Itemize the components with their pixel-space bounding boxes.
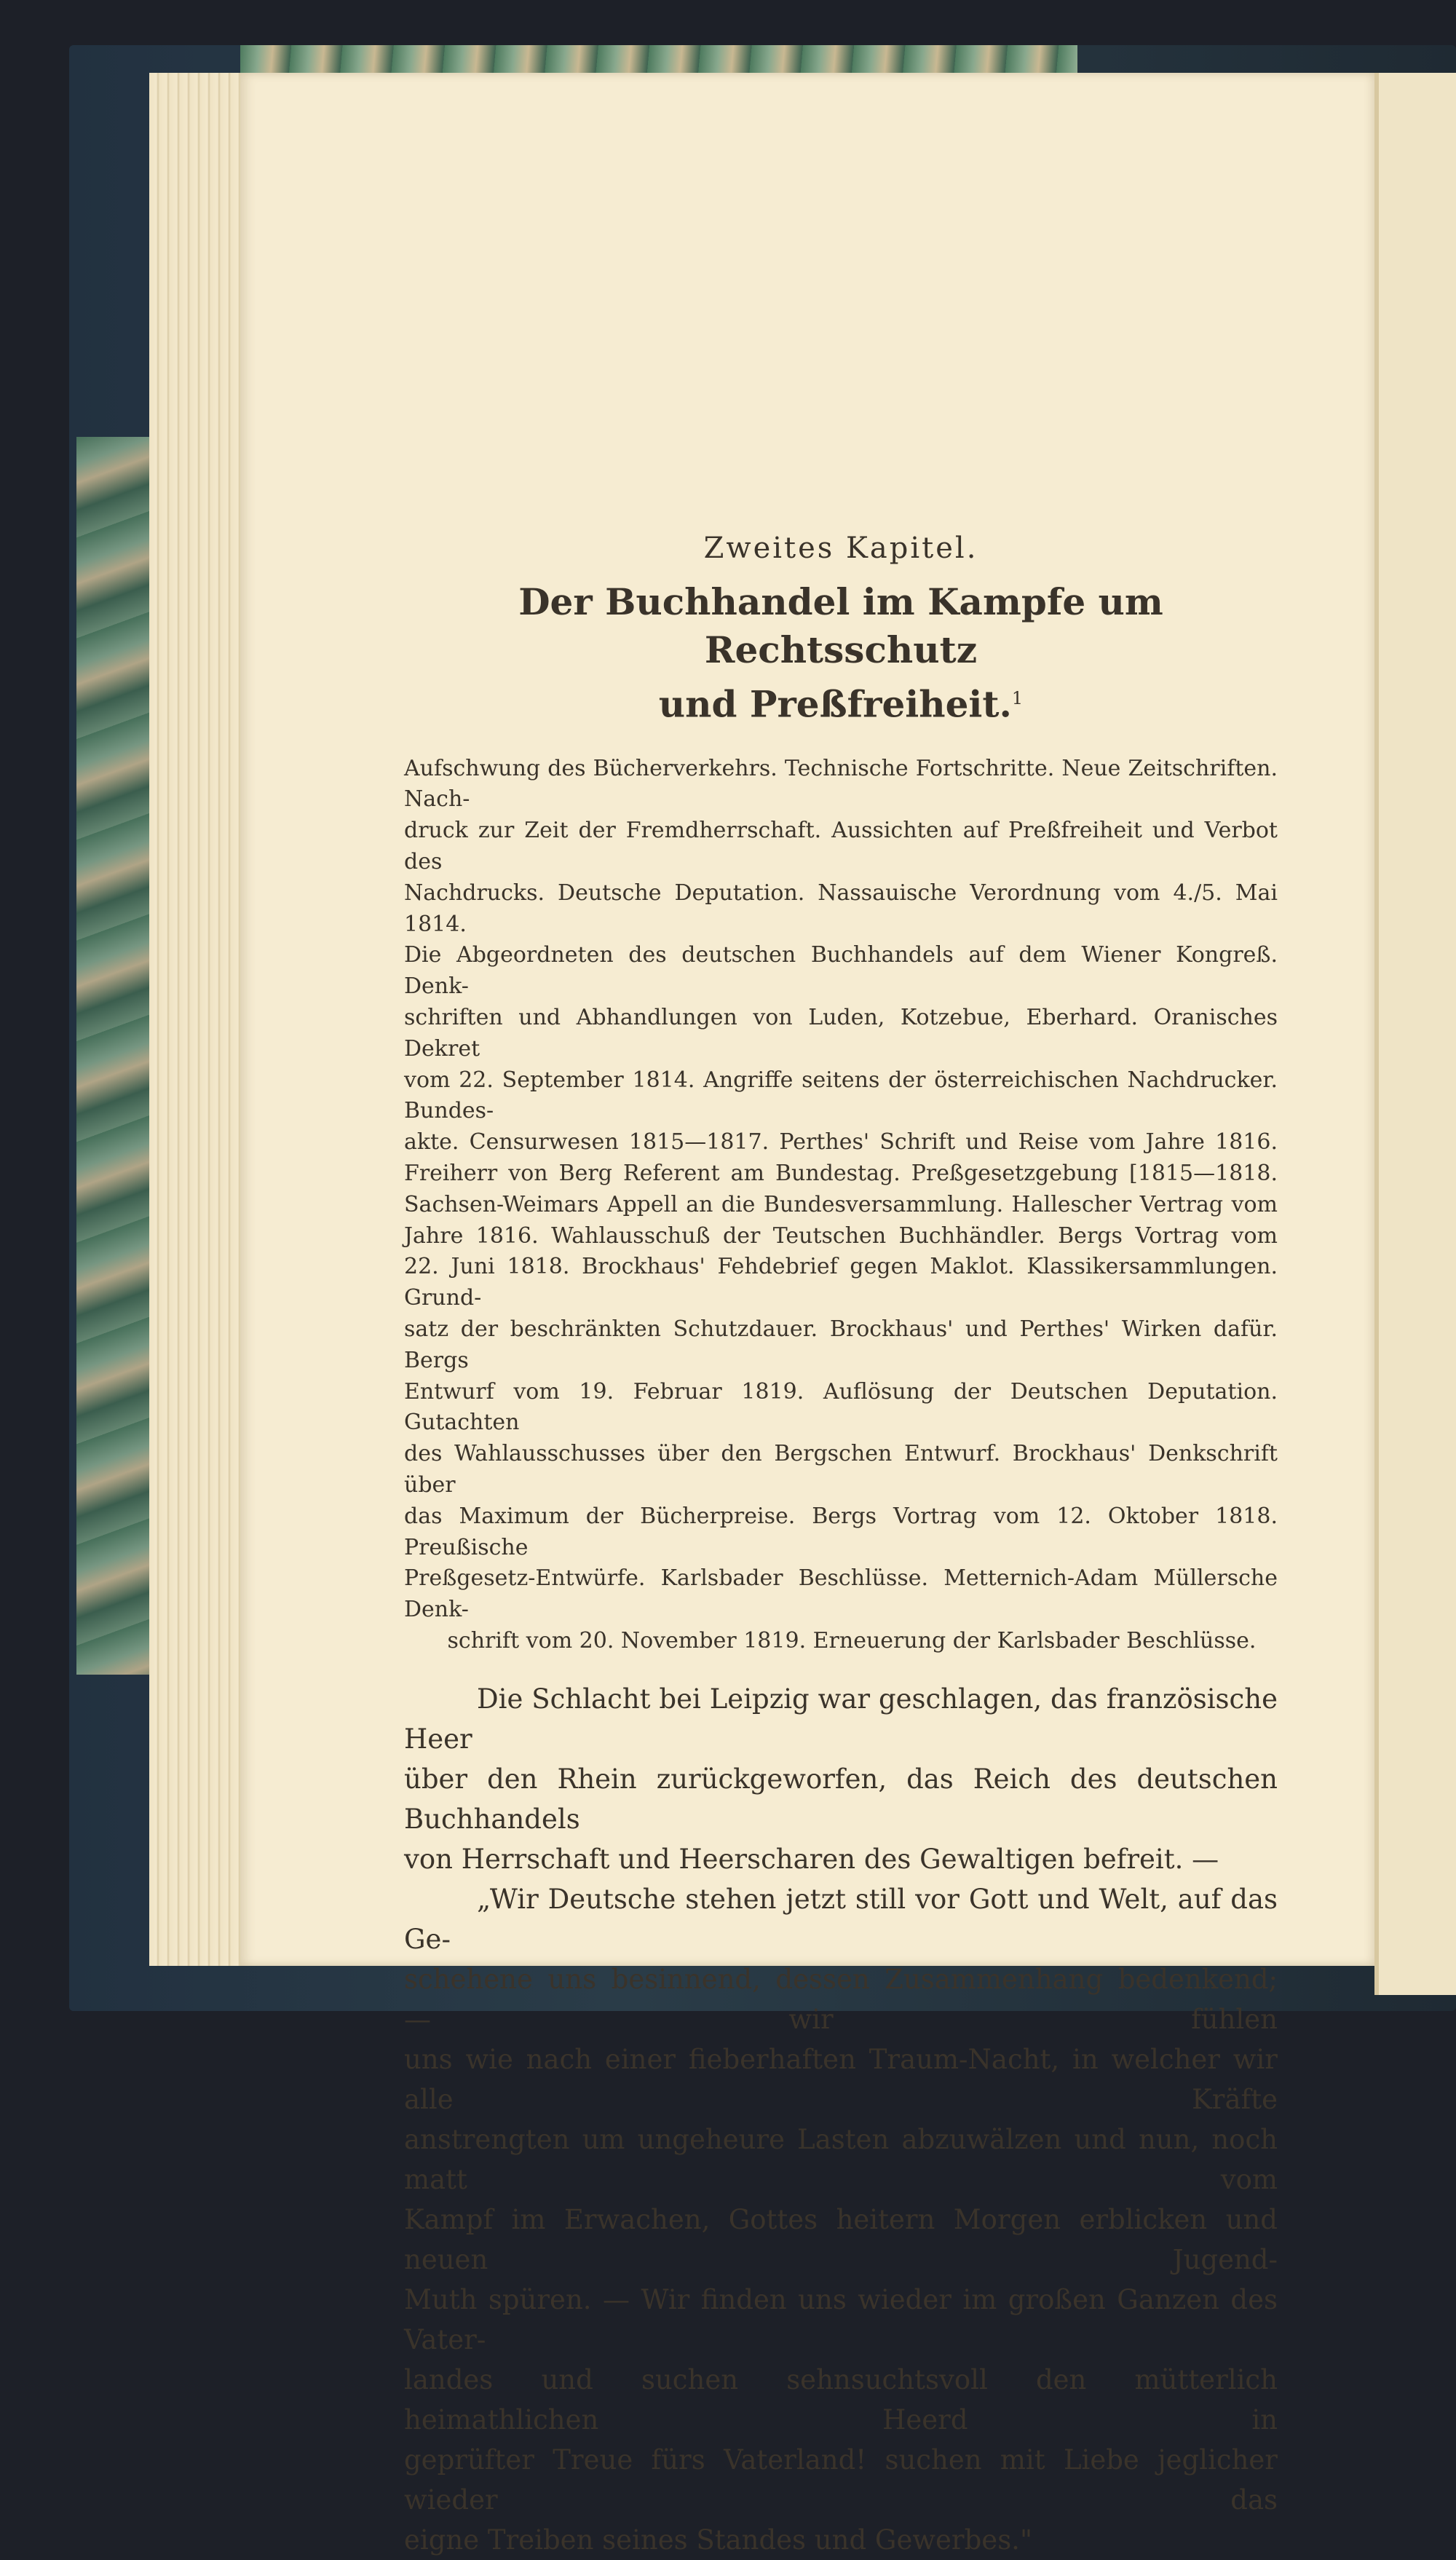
summary-line: 22. Juni 1818. Brockhaus' Fehdebrief gegen Maklot. Klassikersammlungen. Grund- xyxy=(404,1254,1278,1311)
summary-line: schriften und Abhandlungen von Luden, Kotzebue, Eberhard. Oranisches Dekret xyxy=(404,1005,1278,1062)
body-line: landes und suchen sehnsuchtsvoll den mütterlich heimathlichen Heerd in xyxy=(404,2363,1278,2435)
body-line: Die Schlacht bei Leipzig war geschlagen, das französische Heer xyxy=(404,1683,1278,1755)
summary-line: Preßgesetz-Entwürfe. Karlsbader Beschlüsse. Metternich-Adam Müllersche Denk- xyxy=(404,1565,1278,1623)
text-block xyxy=(404,532,1278,2560)
body-line: anstrengten um ungeheure Lasten abzuwälzen und nun, noch matt vom xyxy=(404,2123,1278,2195)
chapter-title-line-1: Der Buchhandel im Kampfe um Rechtsschutz xyxy=(518,580,1163,671)
body-line: über den Rhein zurückgeworfen, das Reich des deutschen Buchhandels xyxy=(404,1763,1278,1835)
summary-line: Freiherr von Berg Referent am Bundestag. Preßgesetzgebung [1815—1818. xyxy=(404,1161,1278,1187)
body-line: schehene uns besinnend, dessen Zusammenhang bedenkend; — wir fühlen xyxy=(404,1963,1278,2035)
chapter-title-line-2 xyxy=(404,674,1278,729)
body-line: geprüfter Treue fürs Vaterland! suchen mit Liebe jeglicher wieder das xyxy=(404,2444,1278,2516)
summary-line: Aufschwung des Bücherverkehrs. Technische Fortschritte. Neue Zeitschriften. Nach- xyxy=(404,755,1278,813)
body-line: „Wir Deutsche stehen jetzt still vor Gott und Welt, auf das Ge- xyxy=(404,1883,1278,1955)
body-line: uns wie nach einer fieberhaften Traum-Nacht, in welcher wir alle Kräfte xyxy=(404,2043,1278,2115)
chapter-title-line-2-text: und Preßfreiheit. xyxy=(658,682,1012,726)
facing-page-edge xyxy=(1374,73,1456,1995)
marbled-edge-top xyxy=(240,45,1077,74)
summary-line: das Maximum der Bücherpreise. Bergs Vortrag vom 12. Oktober 1818. Preußische xyxy=(404,1503,1278,1560)
chapter-heading: Zweites Kapitel. xyxy=(703,532,978,565)
chapter-summary xyxy=(404,754,1278,1657)
summary-line: des Wahlausschusses über den Bergschen Entwurf. Brockhaus' Denkschrift über xyxy=(404,1441,1278,1498)
summary-line: satz der beschränkten Schutzdauer. Brockhaus' und Perthes' Wirken dafür. Bergs xyxy=(404,1316,1278,1373)
summary-line: druck zur Zeit der Fremdherrschaft. Aussichten auf Preßfreiheit und Verbot des xyxy=(404,818,1278,875)
summary-line: akte. Censurwesen 1815—1817. Perthes' Schrift und Reise vom Jahre 1816. xyxy=(404,1129,1278,1155)
body-text xyxy=(404,1679,1278,2560)
marbled-edge-left xyxy=(76,437,149,1675)
body-line: Kampf im Erwachen, Gottes heitern Morgen erblicken und neuen Jugend- xyxy=(404,2203,1278,2275)
body-line: von Herrschaft und Heerscharen des Gewaltigen befreit. — xyxy=(404,1843,1219,1875)
chapter-title xyxy=(404,578,1278,729)
summary-line: schrift vom 20. November 1819. Erneuerung der Karlsbader Beschlüsse. xyxy=(447,1627,1257,1654)
summary-line: Die Abgeordneten des deutschen Buchhandels auf dem Wiener Kongreß. Denk- xyxy=(404,942,1278,1000)
footnote-mark: 1 xyxy=(1011,688,1024,708)
summary-line: Nachdrucks. Deutsche Deputation. Nassauische Verordnung vom 4./5. Mai 1814. xyxy=(404,880,1278,937)
summary-line: Jahre 1816. Wahlausschuß der Teutschen Buchhändler. Bergs Vortrag vom xyxy=(404,1222,1278,1249)
summary-line: Entwurf vom 19. Februar 1819. Auflösung der Deutschen Deputation. Gutachten xyxy=(404,1378,1278,1436)
summary-line: Sachsen-Weimars Appell an die Bundesversammlung. Hallescher Vertrag vom xyxy=(404,1191,1278,1217)
summary-line: vom 22. September 1814. Angriffe seitens der österreichischen Nachdrucker. Bundes- xyxy=(404,1067,1278,1124)
body-line: Muth spüren. — Wir finden uns wieder im großen Ganzen des Vater- xyxy=(404,2283,1278,2355)
page-edges xyxy=(149,73,251,1966)
book-page xyxy=(240,73,1374,2556)
body-line: eigne Treiben seines Standes und Gewerbes." xyxy=(404,2524,1032,2556)
